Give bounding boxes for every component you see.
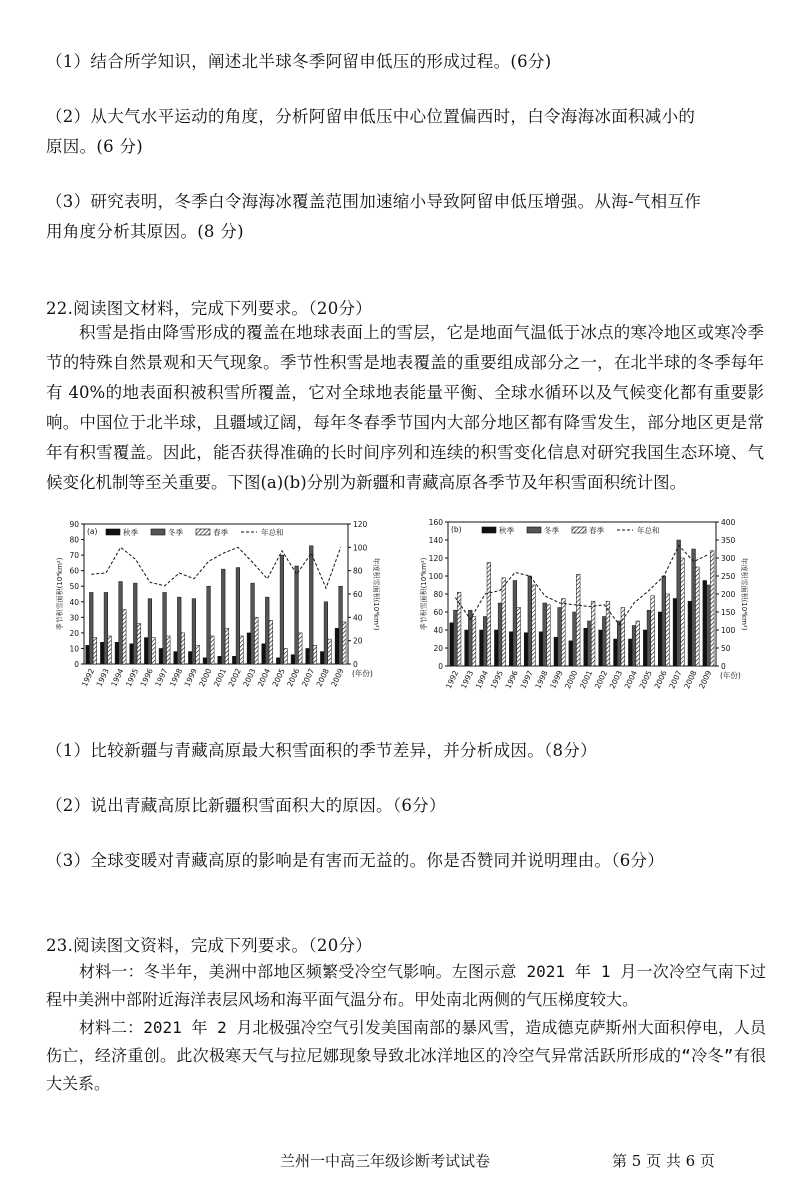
bar-spring — [532, 585, 536, 666]
x-tick-label: 1996 — [138, 667, 155, 689]
bar-autumn — [465, 630, 469, 666]
bar-spring — [547, 605, 551, 666]
y-tick-label-left: 80 — [433, 590, 443, 599]
bar-autumn — [144, 638, 148, 664]
y-tick-label-right: 40 — [353, 613, 363, 623]
x-tick-label: 1997 — [153, 667, 170, 689]
bar-winter — [707, 585, 711, 666]
y-tick-label-right: 200 — [721, 590, 736, 599]
y-tick-label-right: 150 — [721, 608, 736, 617]
x-tick-label: 2005 — [637, 669, 654, 691]
chart-b — [412, 516, 760, 716]
bar-spring — [240, 636, 244, 664]
x-tick-label: 2008 — [682, 669, 699, 691]
y-tick-label-right: 50 — [721, 644, 731, 653]
q23-material1: 材料一：冬半年，美洲中部地区频繁受冷空气影响。左图示意 2021 年 1 月一次冷空气南下过程中美洲中部附近海洋表层风场和海平面气温分布。甲处南北两侧的气压梯度较大。 — [46, 962, 766, 1009]
bar-winter — [148, 599, 152, 664]
bar-autumn — [100, 642, 104, 664]
bar-winter — [280, 555, 284, 664]
y-tick-label-right: 300 — [721, 554, 736, 563]
chart-a-svg — [44, 516, 384, 696]
bar-spring — [710, 551, 714, 666]
bar-winter — [324, 602, 328, 664]
bar-autumn — [569, 641, 573, 666]
bar-spring — [576, 574, 580, 666]
bar-autumn — [628, 639, 632, 666]
x-tick-label: 1998 — [533, 669, 550, 691]
x-tick-label: 1997 — [518, 669, 535, 691]
bar-spring — [269, 620, 273, 664]
y-tick-label-right: 0 — [721, 662, 726, 671]
y-tick-label-left: 120 — [428, 554, 443, 563]
legend-swatch — [196, 529, 210, 535]
line-annual-total — [455, 545, 708, 624]
bar-winter — [588, 621, 592, 666]
bar-autumn — [658, 612, 662, 666]
x-tick-label: 2003 — [241, 667, 258, 689]
legend-label: 秋季 — [123, 528, 138, 537]
bar-autumn — [614, 639, 618, 666]
y-tick-label-left: 20 — [69, 628, 79, 638]
bar-autumn — [480, 630, 484, 666]
legend-swatch — [527, 527, 541, 533]
y-tick-label-right: 120 — [353, 520, 368, 529]
bar-autumn — [643, 630, 647, 666]
bar-winter — [692, 549, 696, 666]
bar-spring — [210, 636, 214, 664]
x-tick-label: 1992 — [444, 669, 461, 691]
x-tick-label: 1996 — [503, 669, 520, 691]
bar-spring — [108, 636, 112, 664]
bar-autumn — [276, 658, 280, 664]
bar-spring — [196, 645, 200, 664]
bar-spring — [152, 638, 156, 664]
y-tick-label-left: 0 — [438, 662, 443, 671]
x-tick-label: 2003 — [607, 669, 625, 691]
bar-winter — [483, 617, 487, 667]
x-tick-label: 1993 — [458, 669, 476, 691]
panel-label: (a) — [87, 527, 98, 536]
bar-winter — [662, 576, 666, 666]
bar-autumn — [539, 632, 543, 666]
panel-label: (b) — [451, 525, 462, 534]
y-tick-label-left: 90 — [69, 520, 79, 529]
y-tick-label-left: 70 — [69, 551, 79, 561]
legend-label: 年总和 — [261, 528, 284, 537]
x-tick-label: 1995 — [488, 669, 505, 691]
bar-spring — [181, 633, 185, 664]
bar-winter — [295, 566, 299, 664]
bar-autumn — [524, 633, 528, 666]
bar-autumn — [306, 648, 310, 664]
x-tick-label: 2000 — [563, 669, 580, 691]
chart-b-svg — [412, 516, 760, 716]
bar-spring — [298, 633, 302, 664]
bar-winter — [119, 582, 123, 664]
y-tick-label-left: 160 — [428, 518, 443, 527]
y-tick-label-right: 100 — [721, 626, 736, 635]
bar-spring — [487, 563, 491, 667]
y-tick-label-right: 350 — [721, 536, 736, 545]
y-tick-label-right: 100 — [353, 543, 368, 553]
bar-spring — [621, 608, 625, 667]
bar-spring — [606, 601, 610, 666]
bar-winter — [309, 546, 313, 664]
bar-autumn — [262, 644, 266, 664]
bar-spring — [93, 638, 97, 664]
chart-a — [44, 516, 384, 696]
bar-spring — [651, 596, 655, 666]
legend-label: 冬季 — [168, 528, 183, 537]
footer-school: 兰州一中高三年级诊断考试试卷 — [280, 1152, 491, 1170]
bar-autumn — [494, 630, 498, 666]
y-tick-label-right: 60 — [353, 590, 363, 599]
bar-autumn — [291, 655, 295, 664]
x-tick-label: 2007 — [299, 667, 317, 689]
y-tick-label-right: 400 — [721, 518, 736, 527]
bar-winter — [265, 597, 269, 664]
y-tick-label-left: 50 — [69, 582, 79, 592]
bar-autumn — [232, 656, 236, 664]
bar-winter — [573, 612, 577, 666]
bar-spring — [681, 558, 685, 666]
bar-spring — [517, 608, 521, 667]
q21-sub1: （1）结合所学知识，阐述北半球冬季阿留申低压的形成过程。(6分) — [46, 52, 552, 71]
x-tick-label: 2007 — [667, 669, 684, 691]
x-tick-label: 2002 — [226, 667, 243, 689]
q22-sub1: （1）比较新疆与青藏高原最大积雪面积的季节差异，并分析成因。（8分） — [46, 741, 597, 760]
legend-swatch — [572, 527, 586, 533]
y-tick-label-left: 40 — [69, 597, 79, 607]
legend-swatch — [482, 527, 496, 533]
x-tick-label: 2004 — [622, 669, 639, 691]
bar-winter — [89, 592, 93, 664]
x-tick-label: 1999 — [548, 669, 565, 691]
bar-winter — [647, 610, 651, 666]
bar-autumn — [159, 648, 163, 664]
y-tick-label-left: 60 — [69, 566, 79, 576]
y-axis-label-right: 年度积雪面积(10⁴km²) — [372, 557, 380, 631]
bar-autumn — [509, 632, 513, 666]
bar-winter — [543, 603, 547, 666]
bar-autumn — [554, 637, 558, 666]
bar-spring — [122, 610, 126, 664]
x-tick-label: 1994 — [109, 667, 126, 689]
bar-autumn — [335, 628, 339, 664]
bar-autumn — [320, 652, 324, 664]
legend-swatch — [151, 529, 165, 535]
bar-winter — [133, 583, 137, 664]
bar-autumn — [599, 630, 603, 666]
x-axis-label: (年份) — [352, 669, 373, 678]
legend-label: 年总和 — [637, 526, 660, 535]
x-tick-label: 1995 — [123, 667, 141, 689]
y-tick-label-left: 60 — [433, 608, 443, 617]
q21-sub3-line2: 用角度分析其原因。(8 分) — [46, 222, 244, 241]
bar-winter — [513, 581, 517, 667]
bar-autumn — [218, 656, 222, 664]
bar-spring — [342, 622, 346, 664]
x-tick-label: 2001 — [211, 667, 229, 689]
bar-autumn — [115, 642, 119, 664]
bar-autumn — [86, 645, 90, 664]
bar-winter — [498, 603, 502, 666]
bar-winter — [251, 583, 255, 664]
bar-spring — [313, 645, 317, 664]
y-tick-label-right: 0 — [353, 660, 358, 669]
bar-spring — [166, 636, 170, 664]
bar-autumn — [584, 628, 588, 666]
y-tick-label-right: 80 — [353, 566, 363, 576]
x-tick-label: 1999 — [182, 667, 199, 689]
q22-heading: 22.阅读图文材料，完成下列要求。（20分） — [46, 299, 373, 318]
bar-spring — [502, 578, 506, 666]
x-tick-label: 2004 — [255, 667, 273, 689]
y-tick-label-right: 20 — [353, 636, 363, 646]
x-tick-label: 2008 — [314, 667, 331, 689]
bar-autumn — [130, 644, 134, 664]
y-axis-label-right: 年度积雪面积(10⁴km²) — [740, 557, 748, 631]
x-tick-label: 2005 — [270, 667, 287, 689]
y-tick-label-left: 100 — [428, 572, 443, 581]
bar-spring — [137, 624, 141, 664]
q21-sub2-line1: （2）从大气水平运动的角度，分析阿留申低压中心位置偏西时，白令海海冰面积减小的 — [46, 107, 696, 126]
bar-winter — [221, 569, 225, 664]
bar-autumn — [247, 633, 251, 664]
bar-spring — [666, 594, 670, 666]
y-tick-label-right: 250 — [721, 572, 736, 581]
bar-winter — [617, 621, 621, 666]
bar-winter — [163, 592, 167, 664]
bar-spring — [591, 601, 595, 666]
y-tick-label-left: 80 — [69, 535, 79, 545]
x-tick-label: 2006 — [652, 669, 669, 691]
bar-winter — [528, 576, 532, 666]
bar-winter — [454, 610, 458, 666]
bar-autumn — [688, 601, 692, 666]
x-tick-label: 2009 — [329, 667, 346, 689]
bar-winter — [602, 617, 606, 667]
bar-spring — [284, 648, 288, 664]
bar-winter — [677, 540, 681, 666]
bar-winter — [207, 586, 211, 664]
x-tick-label: 2002 — [592, 669, 610, 691]
x-tick-label: 2000 — [197, 667, 214, 689]
bar-autumn — [174, 652, 178, 664]
bar-spring — [328, 639, 332, 664]
bar-autumn — [673, 599, 677, 667]
bar-winter — [339, 586, 343, 664]
x-tick-label: 1993 — [94, 667, 111, 689]
legend-label: 春季 — [589, 526, 604, 535]
x-tick-label: 1998 — [167, 667, 185, 689]
q21-sub3-line1: （3）研究表明，冬季白令海海冰覆盖范围加速缩小导致阿留申低压增强。从海-气相互作 — [46, 192, 702, 211]
y-tick-label-left: 20 — [433, 644, 443, 653]
bar-spring — [636, 621, 640, 666]
bar-spring — [695, 567, 699, 666]
legend-label: 冬季 — [544, 526, 559, 535]
bar-winter — [632, 626, 636, 667]
bar-autumn — [450, 623, 454, 666]
x-tick-label: 1992 — [79, 667, 97, 689]
q22-paragraph: 积雪是指由降雪形成的覆盖在地球表面上的雪层，它是地面气温低于冰点的寒冷地区或寒冷季节的特殊自然景观和天气现象。季节性积雪是地表覆盖的重要组成部分之一，在北半球的冬季每年有 40%的地表面积被积雪所覆盖，它对全球地表能量平衡、全球水循环以及气候变化都有重要影响。中国位于北半球，且疆域辽阔，每年冬春季节国内大部分地区都有降雪发生，部分地区更是常年有积雪覆盖。因此，能否获得准确的长时间序列和连续的积雪变化信息对研究我国生态环境、气候变化机制等至关重要。下图(a)(b)分别为新疆和青藏高原各季节及年积雪面积统计图。 — [46, 323, 764, 492]
x-tick-label: 2006 — [285, 667, 302, 689]
bar-winter — [236, 568, 240, 664]
bar-spring — [225, 628, 229, 664]
bar-winter — [192, 599, 196, 664]
q21-sub2-line2: 原因。(6 分) — [46, 137, 144, 156]
bar-spring — [472, 617, 476, 667]
y-tick-label-left: 10 — [69, 644, 79, 654]
y-tick-label-left: 140 — [428, 536, 443, 545]
bar-autumn — [188, 652, 192, 664]
y-tick-label-left: 0 — [74, 660, 79, 669]
legend-swatch — [106, 529, 120, 535]
line-annual-total — [91, 547, 340, 588]
footer-page: 第 5 页 共 6 页 — [612, 1152, 715, 1170]
y-axis-label-left: 季节积雪面积(10⁴km²) — [420, 557, 428, 631]
bar-autumn — [203, 658, 207, 664]
bar-winter — [558, 608, 562, 667]
x-tick-label: 2009 — [697, 669, 714, 691]
x-tick-label: 1994 — [473, 669, 491, 691]
legend-label: 春季 — [213, 528, 228, 537]
bar-winter — [104, 592, 108, 664]
legend-label: 秋季 — [499, 526, 514, 535]
bar-spring — [561, 599, 565, 667]
x-tick-label: 2001 — [578, 669, 595, 691]
bar-spring — [254, 617, 258, 664]
q22-sub2: （2）说出青藏高原比新疆积雪面积大的原因。（6分） — [46, 796, 446, 815]
bar-winter — [177, 597, 181, 664]
q22-sub3: （3）全球变暖对青藏高原的影响是有害而无益的。你是否赞同并说明理由。（6分） — [46, 851, 665, 870]
q23-heading: 23.阅读图文资料，完成下列要求。（20分） — [46, 936, 373, 955]
y-tick-label-left: 40 — [433, 626, 443, 635]
x-axis-label: (年份) — [720, 671, 741, 680]
q23-material2: 材料二：2021 年 2 月北极强冷空气引发美国南部的暴风雪，造成德克萨斯州大面积停电，人员伤亡，经济重创。此次极寒天气与拉尼娜现象导致北冰洋地区的冷空气异常活跃所形成的“冷冬”有很大关系。 — [46, 1018, 766, 1093]
y-tick-label-left: 30 — [69, 613, 79, 623]
bar-autumn — [703, 581, 707, 667]
y-axis-label-left: 季节积雪面积(10⁴km²) — [56, 557, 64, 631]
